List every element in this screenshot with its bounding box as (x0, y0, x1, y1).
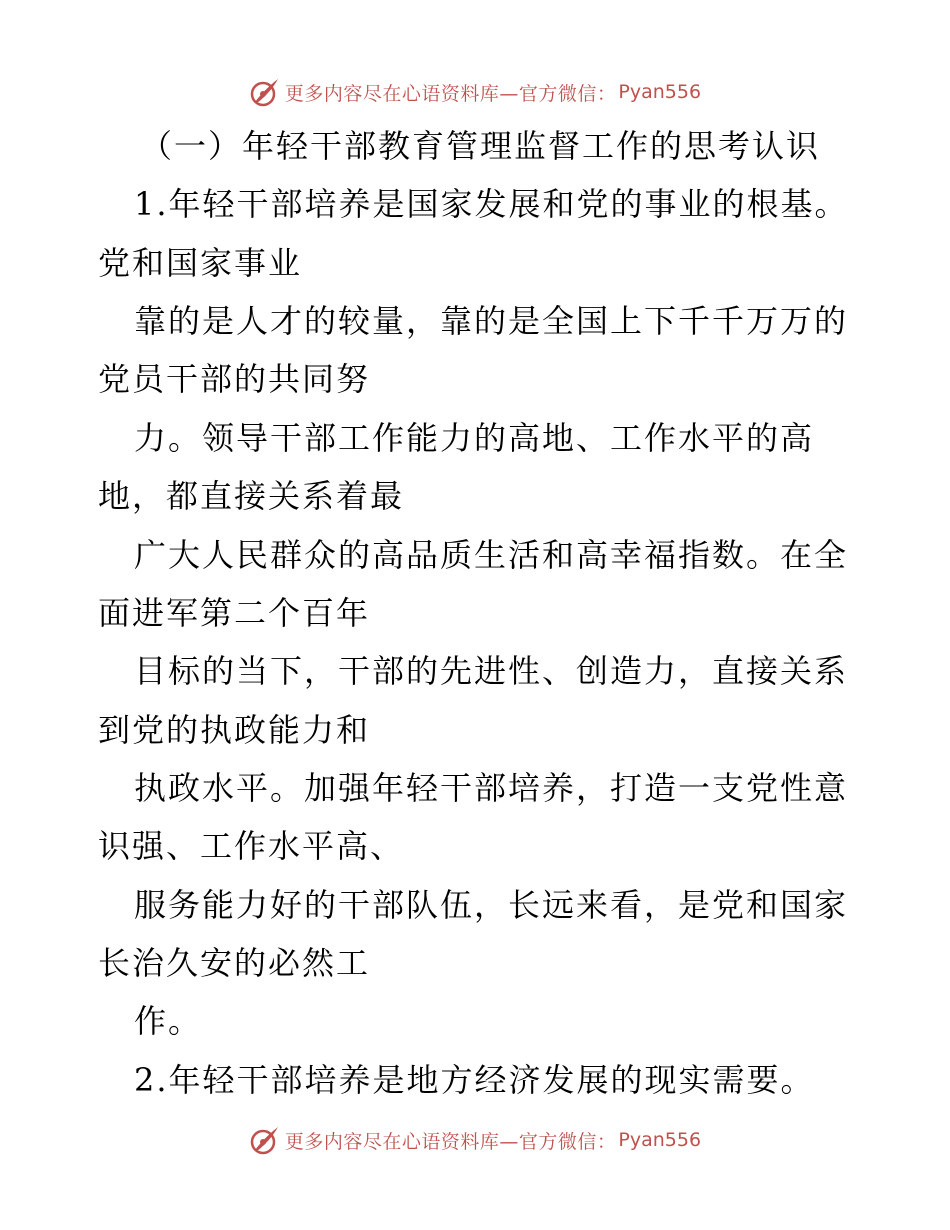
paragraph-line: 到党的执政能力和 (98, 711, 371, 749)
quill-logo-icon (249, 76, 281, 108)
watermark-wechat-id: Pyan556 (618, 1129, 702, 1151)
paragraph-line: 靠的是人才的较量，靠的是全国上下千千万万的 (134, 302, 849, 340)
footer-watermark (0, 1120, 950, 1160)
paragraph-line: 党和国家事业 (98, 244, 303, 282)
paragraph-line: 识强、工作水平高、 (98, 827, 405, 865)
watermark-text: 更多内容尽在心语资料库—官方微信： (284, 1130, 617, 1153)
paragraph-line: 目标的当下，干部的先进性、创造力，直接关系 (134, 652, 849, 690)
paragraph-line: 广大人民群众的高品质生活和高幸福指数。在全 (134, 536, 849, 574)
paragraph-line: 作。 (134, 1002, 203, 1040)
paragraph-line: 面进军第二个百年 (98, 594, 371, 632)
paragraph-line: 执政水平。加强年轻干部培养，打造一支党性意 (134, 769, 849, 807)
section-heading: （一）年轻干部教育管理监督工作的思考认识 (140, 127, 821, 165)
paragraph-line: 力。领导干部工作能力的高地、工作水平的高 (134, 419, 815, 457)
paragraph-line: 地，都直接关系着最 (98, 477, 405, 515)
paragraph-line: 服务能力好的干部队伍，长远来看，是党和国家 (134, 886, 849, 924)
subsection-heading: 2.年轻干部培养是地方经济发展的现实需要。 (134, 1061, 815, 1099)
paragraph-line: 党员干部的共同努 (98, 360, 371, 398)
paragraph-line: 长治久安的必然工 (98, 944, 371, 982)
paragraph-line: 1.年轻干部培养是国家发展和党的事业的根基。 (134, 185, 849, 223)
quill-logo-icon (249, 1124, 281, 1156)
watermark-wechat-id: Pyan556 (618, 81, 702, 103)
header-watermark (0, 72, 950, 112)
watermark-text: 更多内容尽在心语资料库—官方微信： (284, 82, 617, 105)
